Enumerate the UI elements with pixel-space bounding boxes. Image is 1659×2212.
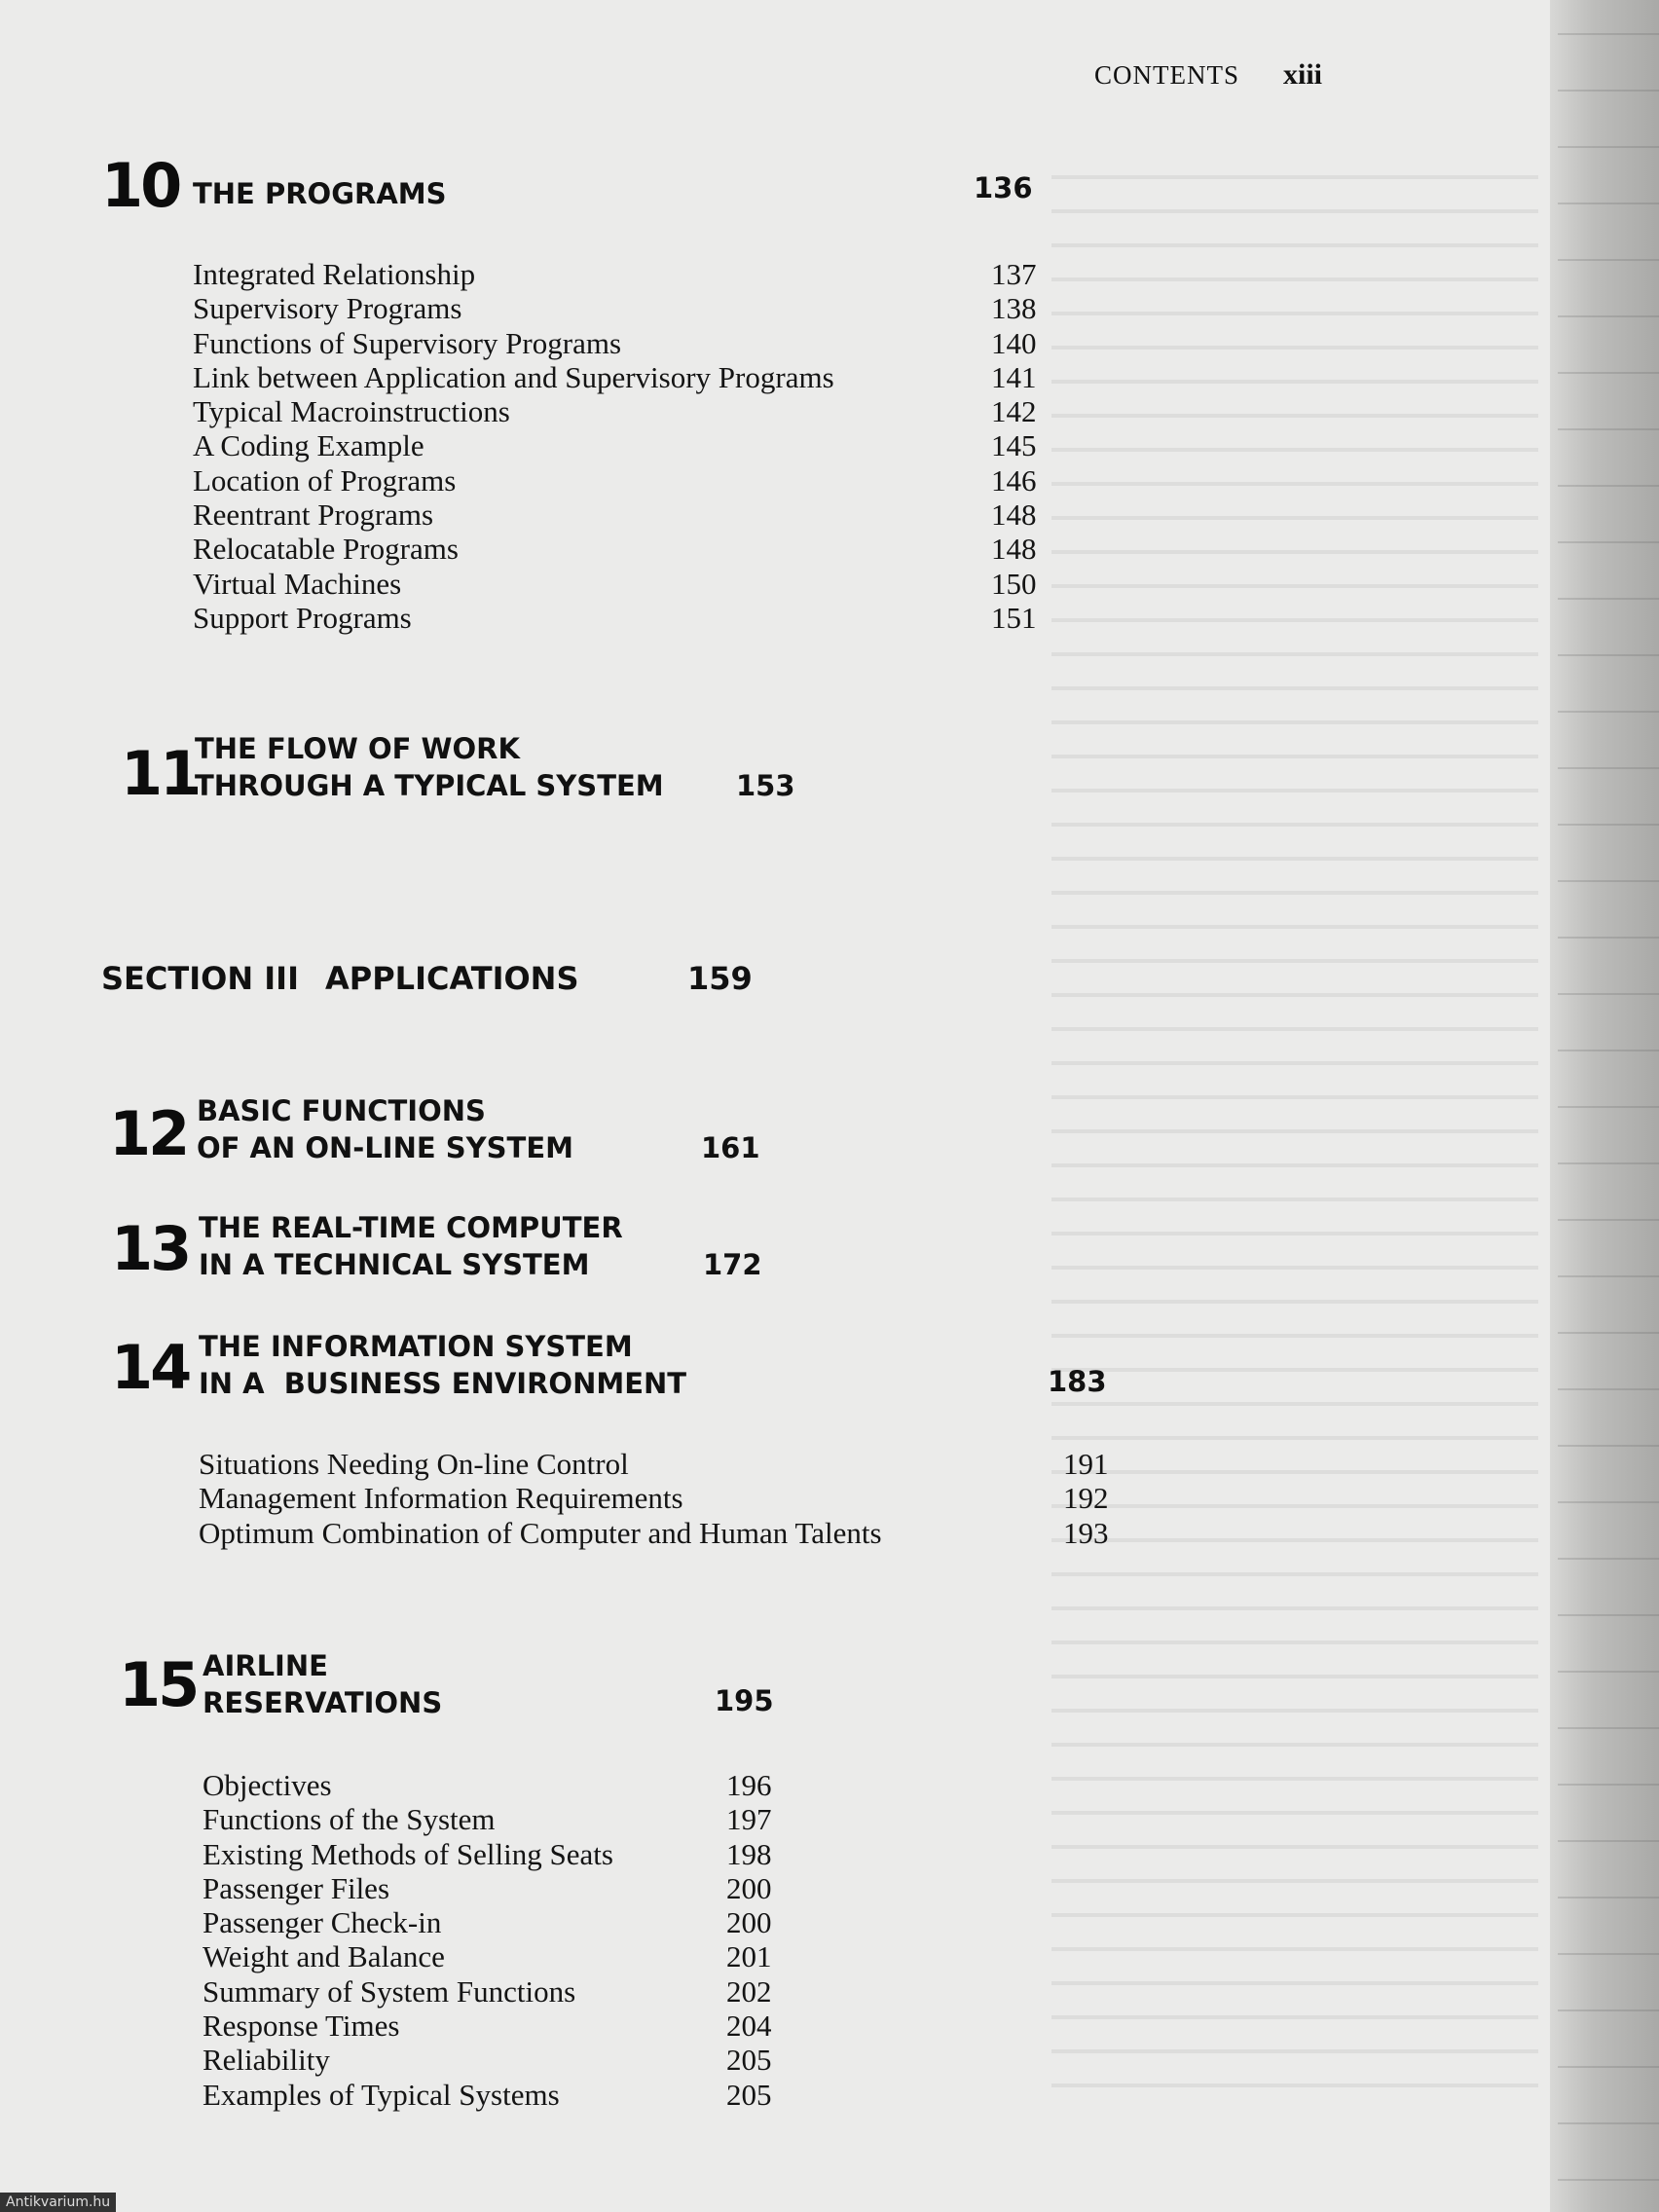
chapter-11-page: 153 <box>736 769 795 802</box>
toc-entry-title: Support Programs <box>193 600 412 635</box>
toc-entry-title: Link between Application and Supervisory Programs <box>193 359 834 394</box>
chapter-14-entries <box>199 1447 1133 1550</box>
chapter-13-title-line2: IN A TECHNICAL SYSTEM <box>199 1248 590 1281</box>
toc-entry-title: Virtual Machines <box>193 566 402 601</box>
toc-entry <box>193 394 1069 428</box>
toc-entry <box>203 1871 884 1905</box>
toc-entry-title: Reentrant Programs <box>193 498 434 533</box>
toc-entry <box>193 498 1069 532</box>
toc-entry-page: 193 <box>1063 1515 1109 1550</box>
toc-entry <box>193 463 1069 498</box>
toc-entry-title: Location of Programs <box>193 462 457 498</box>
toc-entry <box>193 291 1069 325</box>
toc-entry-page: 141 <box>991 359 1037 394</box>
chapter-11-title-line2: THROUGH A TYPICAL SYSTEM <box>195 769 664 802</box>
toc-entry-title: Summary of System Functions <box>203 1973 576 2009</box>
chapter-10-page: 136 <box>974 171 1033 204</box>
chapter-12-title-line2: OF AN ON-LINE SYSTEM <box>197 1131 573 1164</box>
chapter-11-title-line1: THE FLOW OF WORK <box>195 732 520 765</box>
show-through-text <box>1051 156 1538 2103</box>
toc-entry-page: 140 <box>991 325 1037 360</box>
toc-entry-title: Situations Needing On-line Control <box>199 1447 629 1481</box>
toc-entry-page: 148 <box>991 498 1037 533</box>
toc-entry-page: 198 <box>726 1836 772 1871</box>
toc-entry-page: 205 <box>726 2043 772 2078</box>
chapter-13-number: 13 <box>111 1213 190 1284</box>
toc-entry-page: 202 <box>726 1973 772 2009</box>
toc-entry <box>199 1447 1133 1481</box>
toc-entry-page: 191 <box>1063 1447 1109 1481</box>
toc-entry <box>193 567 1069 601</box>
toc-entry-title: Examples of Typical Systems <box>203 2077 560 2112</box>
toc-entry-page: 148 <box>991 532 1037 567</box>
toc-entry-title: Functions of the System <box>203 1802 496 1837</box>
chapter-14-page: 183 <box>1048 1365 1107 1398</box>
toc-entry-title: Optimum Combination of Computer and Human Talents <box>199 1515 882 1550</box>
toc-entry <box>203 2078 884 2112</box>
chapter-10-title: THE PROGRAMS <box>193 177 447 210</box>
chapter-15-number: 15 <box>119 1649 198 1720</box>
toc-entry-page: 150 <box>991 566 1037 601</box>
toc-entry <box>203 1905 884 1939</box>
toc-entry-page: 201 <box>726 1939 772 1974</box>
toc-entry-page: 137 <box>991 257 1037 291</box>
toc-entry-page: 200 <box>726 1905 772 1940</box>
toc-entry <box>193 326 1069 360</box>
toc-entry-page: 142 <box>991 394 1037 429</box>
chapter-14-number: 14 <box>111 1332 190 1403</box>
toc-entry-page: 145 <box>991 428 1037 463</box>
chapter-13-title-line1: THE REAL-TIME COMPUTER <box>199 1211 623 1244</box>
running-header-label: CONTENTS <box>1094 60 1239 90</box>
section-3-label: SECTION III <box>101 960 299 997</box>
toc-entry <box>203 1802 884 1836</box>
running-header-page: xiii <box>1283 58 1323 91</box>
watermark: Antikvarium.hu <box>0 2193 116 2212</box>
toc-entry <box>199 1516 1133 1550</box>
chapter-15-entries <box>203 1768 884 2112</box>
toc-entry-title: Integrated Relationship <box>193 257 476 291</box>
toc-entry <box>193 360 1069 394</box>
chapter-15-title-line1: AIRLINE <box>203 1649 328 1682</box>
chapter-12-title-line1: BASIC FUNCTIONS <box>197 1094 486 1127</box>
toc-entry-title: A Coding Example <box>193 428 424 463</box>
chapter-12-page: 161 <box>701 1131 760 1164</box>
toc-entry-title: Existing Methods of Selling Seats <box>203 1836 613 1871</box>
chapter-14-title-line2: IN A BUSINESS ENVIRONMENT <box>199 1367 687 1400</box>
toc-entry-page: 204 <box>726 2009 772 2044</box>
toc-entry-page: 146 <box>991 462 1037 498</box>
chapter-13-page: 172 <box>703 1248 762 1281</box>
toc-entry <box>203 1837 884 1871</box>
toc-entry <box>203 2043 884 2077</box>
toc-entry <box>193 601 1069 635</box>
chapter-11-number: 11 <box>121 738 200 809</box>
toc-entry-page: 197 <box>726 1802 772 1837</box>
chapter-10-number: 10 <box>101 150 180 221</box>
chapter-15-title-line2: RESERVATIONS <box>203 1686 443 1719</box>
toc-entry-title: Response Times <box>203 2009 400 2044</box>
toc-entry-page: 151 <box>991 600 1037 635</box>
toc-entry <box>203 1974 884 2009</box>
chapter-14-title-line1: THE INFORMATION SYSTEM <box>199 1330 633 1363</box>
toc-entry <box>199 1481 1133 1515</box>
toc-entry-title: Objectives <box>203 1768 332 1802</box>
toc-entry-page: 200 <box>726 1870 772 1905</box>
section-3-page: 159 <box>687 960 753 997</box>
chapter-15-page: 195 <box>715 1684 774 1717</box>
toc-entry <box>193 532 1069 566</box>
toc-entry-title: Typical Macroinstructions <box>193 394 510 429</box>
toc-entry-page: 192 <box>1063 1481 1109 1516</box>
section-3-title: APPLICATIONS <box>325 960 579 997</box>
toc-entry-title: Supervisory Programs <box>193 291 462 326</box>
toc-entry-title: Passenger Check-in <box>203 1905 442 1940</box>
toc-entry-page: 196 <box>726 1768 772 1802</box>
toc-entry <box>193 428 1069 462</box>
toc-entry-title: Passenger Files <box>203 1870 390 1905</box>
toc-entry <box>203 1768 884 1802</box>
toc-entry-page: 138 <box>991 291 1037 326</box>
page-stack-lines <box>1558 0 1659 2212</box>
toc-entry <box>193 257 1069 291</box>
toc-entry-title: Functions of Supervisory Programs <box>193 325 622 360</box>
chapter-10-entries <box>193 257 1069 635</box>
toc-entry <box>203 2009 884 2043</box>
toc-entry-title: Management Information Requirements <box>199 1481 683 1516</box>
toc-entry-title: Reliability <box>203 2043 330 2078</box>
chapter-12-number: 12 <box>109 1098 188 1169</box>
toc-entry-title: Relocatable Programs <box>193 532 459 567</box>
toc-entry-page: 205 <box>726 2077 772 2112</box>
toc-entry <box>203 1939 884 1973</box>
toc-entry-title: Weight and Balance <box>203 1939 445 1974</box>
